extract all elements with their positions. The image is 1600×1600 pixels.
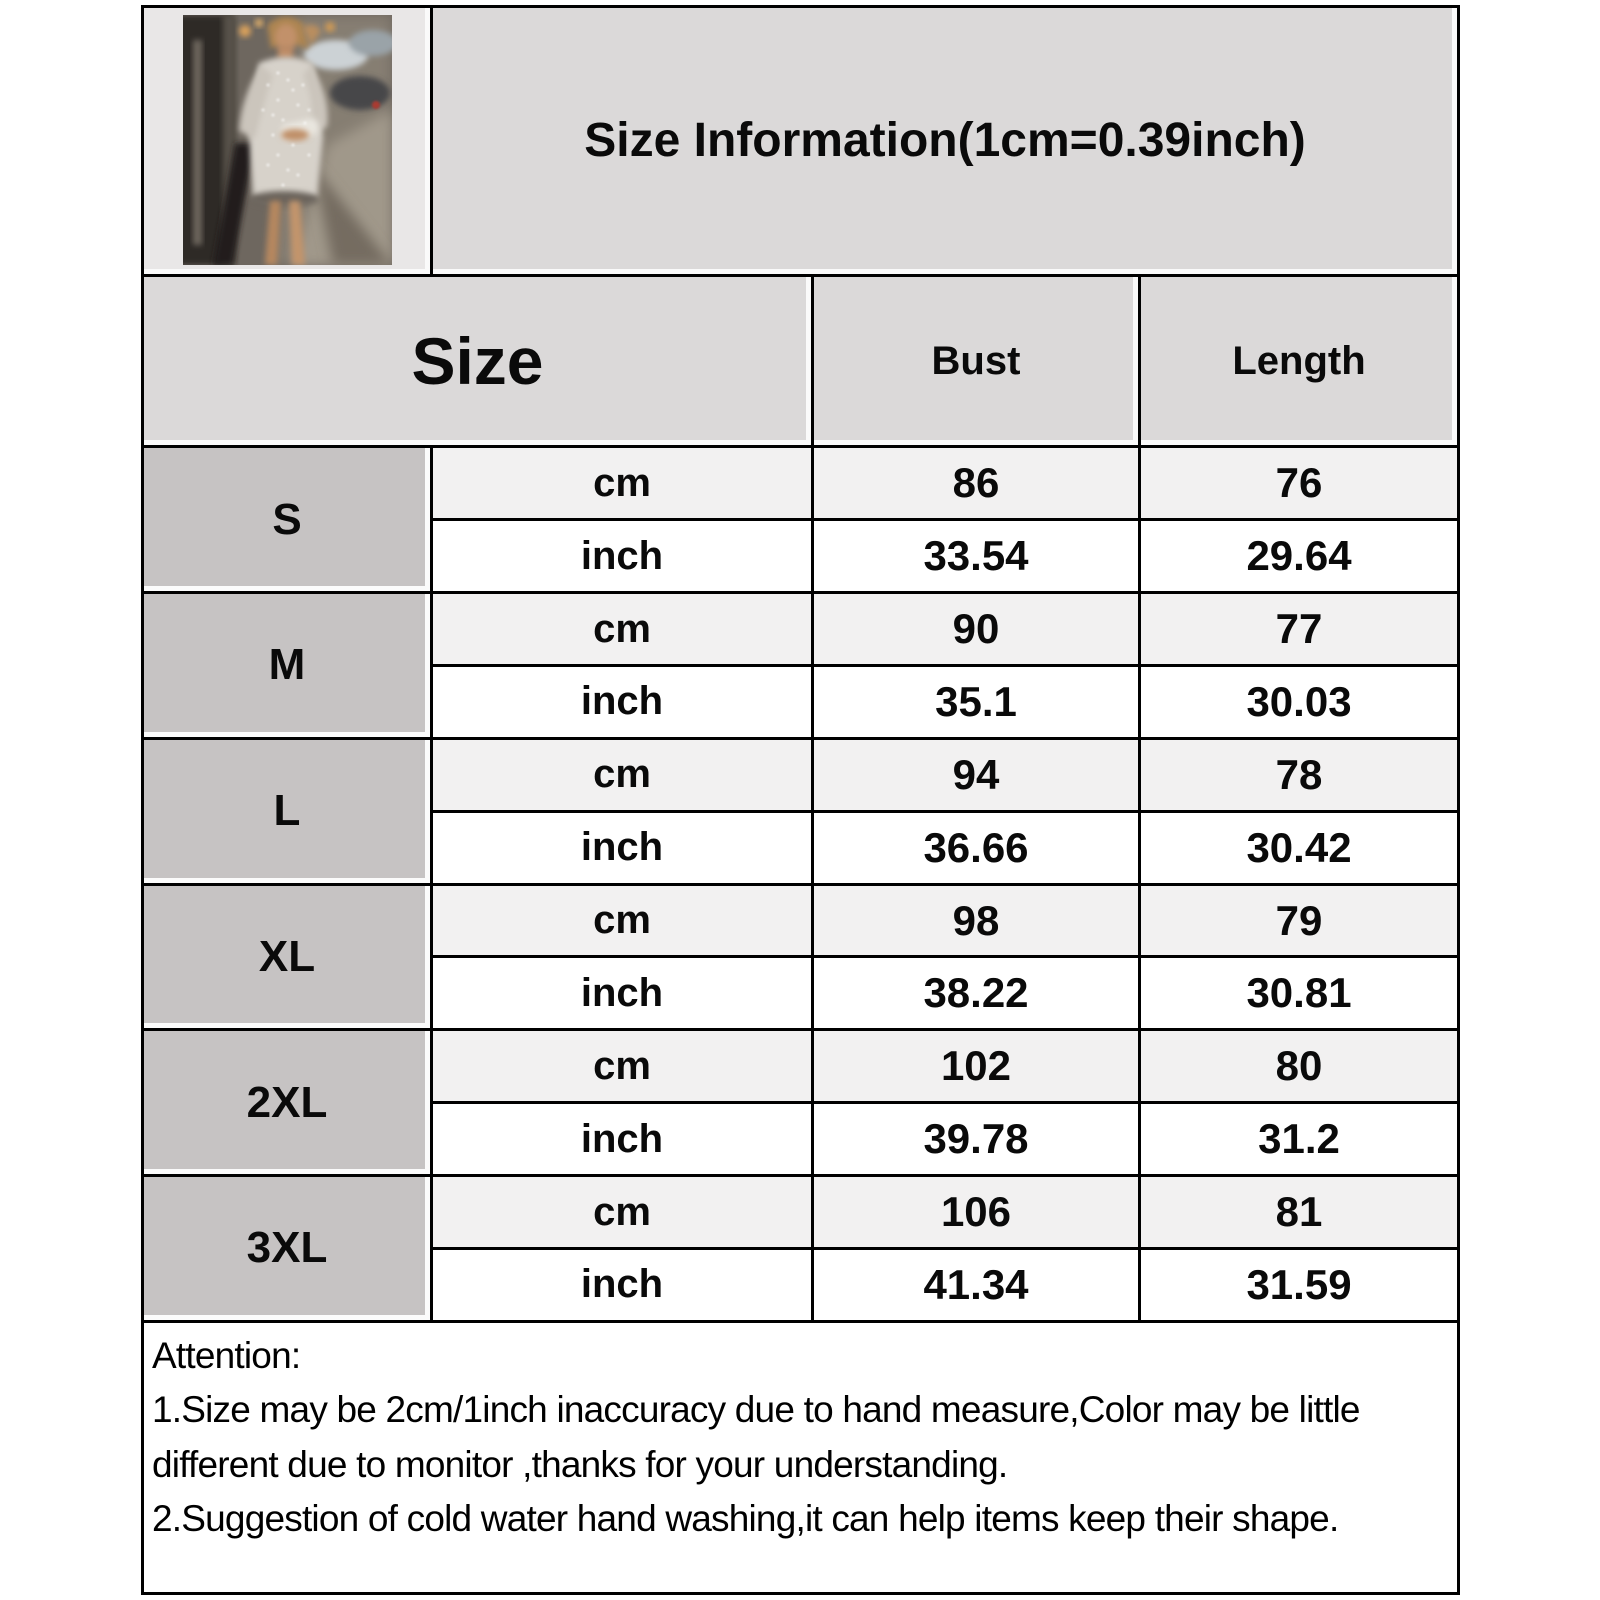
length-value: 81: [1140, 1176, 1459, 1249]
length-value: 30.03: [1140, 665, 1459, 738]
table-row: [143, 447, 1459, 520]
unit-label: cm: [432, 447, 813, 520]
unit-label: inch: [432, 811, 813, 884]
bust-value: 90: [813, 593, 1140, 666]
unit-label: cm: [432, 884, 813, 957]
unit-label: cm: [432, 1030, 813, 1103]
table-row: [143, 593, 1459, 666]
attention-note: [144, 1323, 1457, 1547]
size-label-2xl: 2XL: [143, 1030, 432, 1176]
bust-value: 38.22: [813, 957, 1140, 1030]
attention-note-2: 2.Suggestion of cold water hand washing,it can help items keep their shape.: [152, 1497, 1339, 1539]
bust-value: 39.78: [813, 1103, 1140, 1176]
size-chart-sheet: [141, 5, 1457, 1595]
product-photo: [183, 15, 392, 265]
unit-label: cm: [432, 1176, 813, 1249]
length-value: 80: [1140, 1030, 1459, 1103]
attention-note-1: 1.Size may be 2cm/1inch inaccuracy due to hand measure,Color may be little different due to monitor ,thanks for your understanding.: [152, 1389, 1360, 1485]
bust-value: 35.1: [813, 665, 1140, 738]
unit-label: inch: [432, 957, 813, 1030]
length-value: 31.59: [1140, 1248, 1459, 1321]
title-row: [143, 7, 1459, 276]
length-value: 76: [1140, 447, 1459, 520]
unit-label: cm: [432, 738, 813, 811]
length-value: 77: [1140, 593, 1459, 666]
bust-column-header: Bust: [813, 275, 1140, 446]
length-value: 30.42: [1140, 811, 1459, 884]
unit-label: inch: [432, 665, 813, 738]
bust-value: 98: [813, 884, 1140, 957]
size-label-s: S: [143, 447, 432, 593]
bust-value: 94: [813, 738, 1140, 811]
size-label-l: L: [143, 738, 432, 884]
bust-value: 106: [813, 1176, 1140, 1249]
bust-value: 41.34: [813, 1248, 1140, 1321]
bust-value: 33.54: [813, 520, 1140, 593]
attention-row: [143, 1321, 1459, 1593]
size-chart-table: [141, 5, 1460, 1595]
length-value: 31.2: [1140, 1103, 1459, 1176]
attention-heading: Attention:: [152, 1334, 301, 1376]
length-value: 78: [1140, 738, 1459, 811]
length-value: 79: [1140, 884, 1459, 957]
length-value: 29.64: [1140, 520, 1459, 593]
unit-label: inch: [432, 1103, 813, 1176]
table-row: [143, 738, 1459, 811]
unit-label: inch: [432, 520, 813, 593]
unit-label: cm: [432, 593, 813, 666]
unit-label: inch: [432, 1248, 813, 1321]
size-column-header: Size: [143, 275, 813, 446]
length-column-header: Length: [1140, 275, 1459, 446]
size-label-xl: XL: [143, 884, 432, 1030]
bust-value: 86: [813, 447, 1140, 520]
length-value: 30.81: [1140, 957, 1459, 1030]
size-label-3xl: 3XL: [143, 1176, 432, 1322]
bust-value: 102: [813, 1030, 1140, 1103]
size-label-m: M: [143, 593, 432, 739]
table-row: [143, 1176, 1459, 1249]
attention-cell: [143, 1321, 1459, 1593]
bust-value: 36.66: [813, 811, 1140, 884]
table-row: [143, 884, 1459, 957]
page-title: Size Information(1cm=0.39inch): [432, 7, 1459, 276]
table-row: [143, 1030, 1459, 1103]
product-photo-cell: [143, 7, 432, 276]
column-header-row: [143, 275, 1459, 446]
